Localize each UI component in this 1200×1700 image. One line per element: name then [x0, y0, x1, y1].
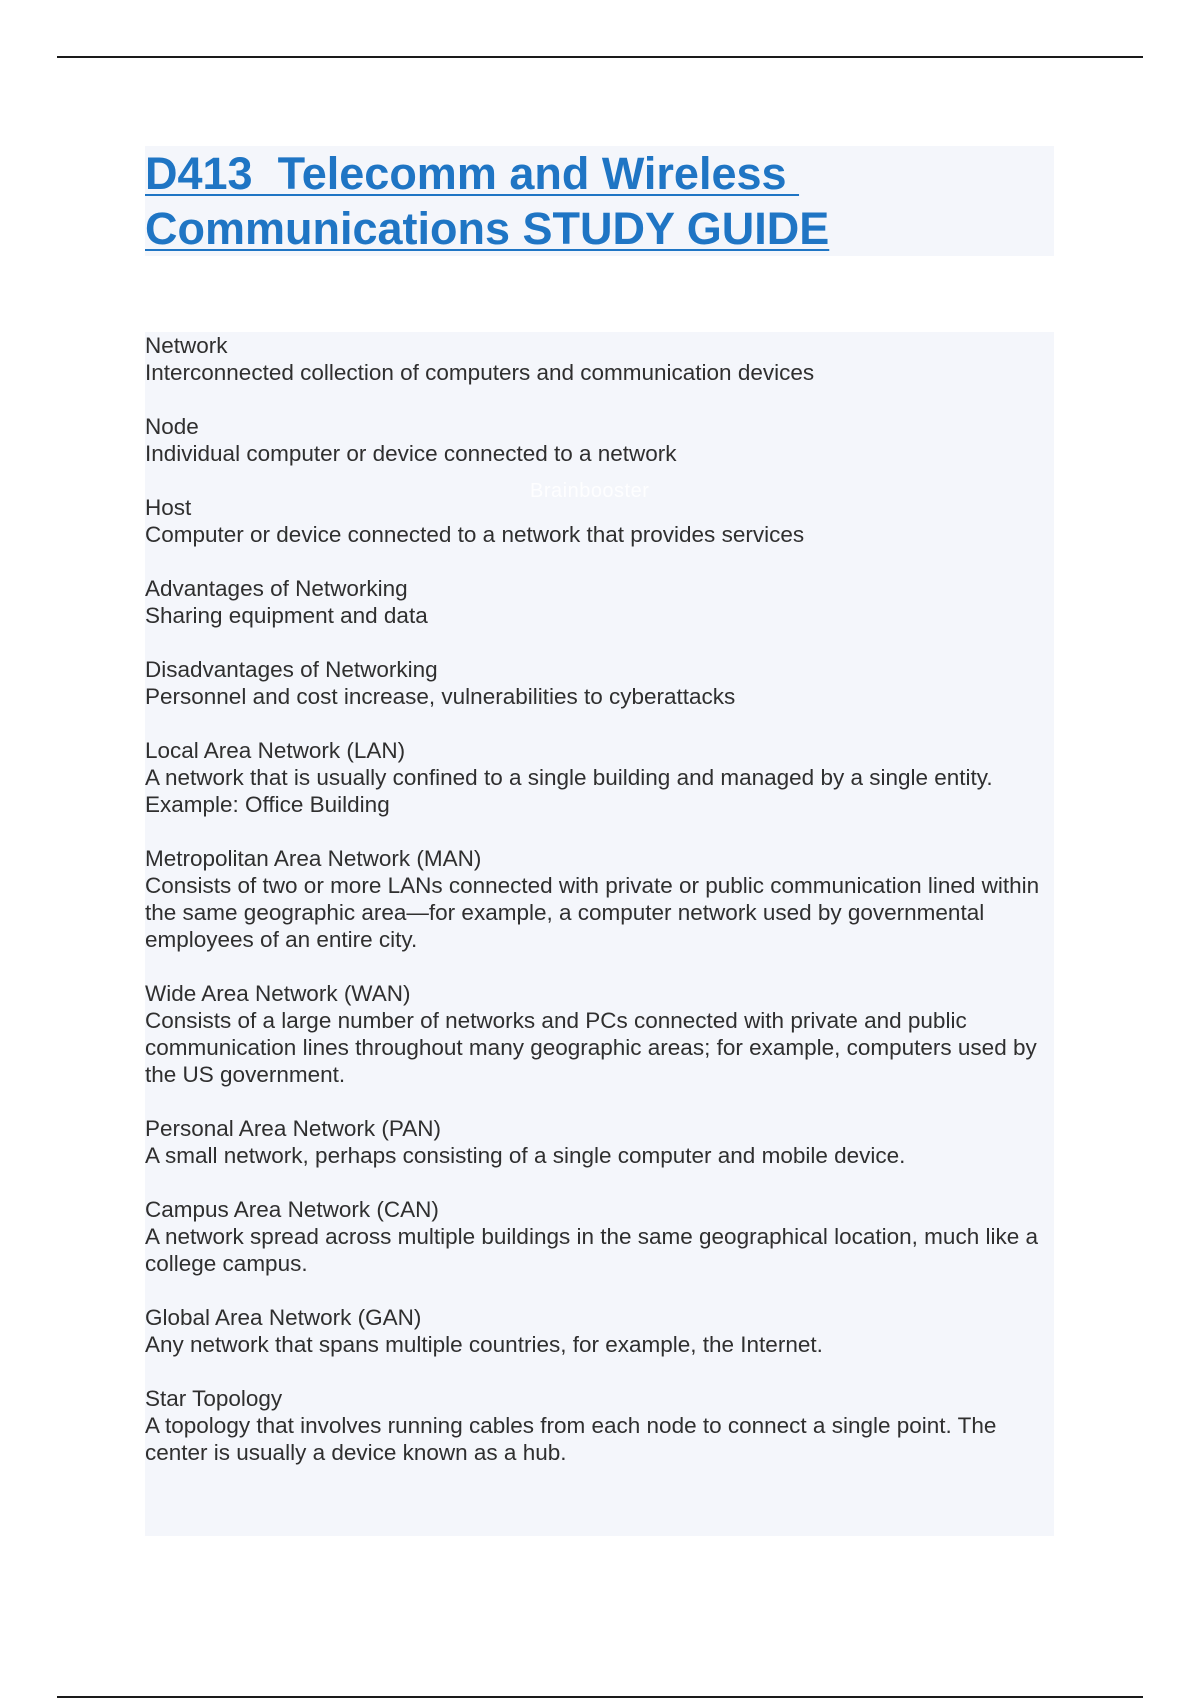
definition-entry: [145, 494, 1054, 548]
footer-rule: [57, 1696, 1143, 1698]
definition-entry: [145, 1196, 1054, 1277]
definition: Personnel and cost increase, vulnerabilities to cyberattacks: [145, 684, 736, 709]
term: Campus Area Network (CAN): [145, 1197, 439, 1222]
definition-entry: [145, 413, 1054, 467]
definition: Sharing equipment and data: [145, 603, 428, 628]
term: Network: [145, 333, 228, 358]
definition: A network that is usually confined to a single building and managed by a single entity. Example: Office Building: [145, 765, 993, 817]
definition-list: [145, 332, 1054, 1466]
definition: Consists of two or more LANs connected with private or public communication lined within the same geographic area—for example, a computer network used by governmental employees of an entire city.: [145, 873, 1040, 952]
definition: Consists of a large number of networks and PCs connected with private and public communication lines throughout many geographic areas; for example, computers used by the US government.: [145, 1008, 1037, 1087]
term: Personal Area Network (PAN): [145, 1116, 441, 1141]
term: Metropolitan Area Network (MAN): [145, 846, 482, 871]
definition: A topology that involves running cables from each node to connect a single point. The center is usually a device known as a hub.: [145, 1413, 997, 1465]
term: Node: [145, 414, 199, 439]
term: Local Area Network (LAN): [145, 738, 406, 763]
definition: Interconnected collection of computers and communication devices: [145, 360, 815, 385]
definition: Any network that spans multiple countries, for example, the Internet.: [145, 1332, 823, 1357]
document-title-link-line-1[interactable]: D413 Telecomm and Wireless: [145, 148, 800, 199]
term: Global Area Network (GAN): [145, 1305, 422, 1330]
definition: A small network, perhaps consisting of a single computer and mobile device.: [145, 1143, 906, 1168]
definition-entry: [145, 1385, 1054, 1466]
document-title-link-line-2[interactable]: Communications STUDY GUIDE: [145, 203, 830, 254]
study-guide-content: [145, 332, 1054, 1536]
definition: A network spread across multiple buildings in the same geographical location, much like a college campus.: [145, 1224, 1038, 1276]
term: Advantages of Networking: [145, 576, 408, 601]
definition-entry: [145, 1304, 1054, 1358]
definition: Computer or device connected to a network that provides services: [145, 522, 805, 547]
term: Host: [145, 495, 192, 520]
term: Wide Area Network (WAN): [145, 981, 411, 1006]
watermark-text: Brainbooster: [530, 480, 650, 502]
definition-entry: [145, 656, 1054, 710]
definition-entry: [145, 737, 1054, 818]
term: Disadvantages of Networking: [145, 657, 438, 682]
definition-entry: [145, 845, 1054, 953]
definition-entry: [145, 332, 1054, 386]
term: Star Topology: [145, 1386, 283, 1411]
definition-entry: [145, 1115, 1054, 1169]
title-block: [145, 146, 1054, 256]
definition-entry: [145, 575, 1054, 629]
header-rule: [57, 56, 1143, 58]
definition-entry: [145, 980, 1054, 1088]
definition: Individual computer or device connected to a network: [145, 441, 677, 466]
